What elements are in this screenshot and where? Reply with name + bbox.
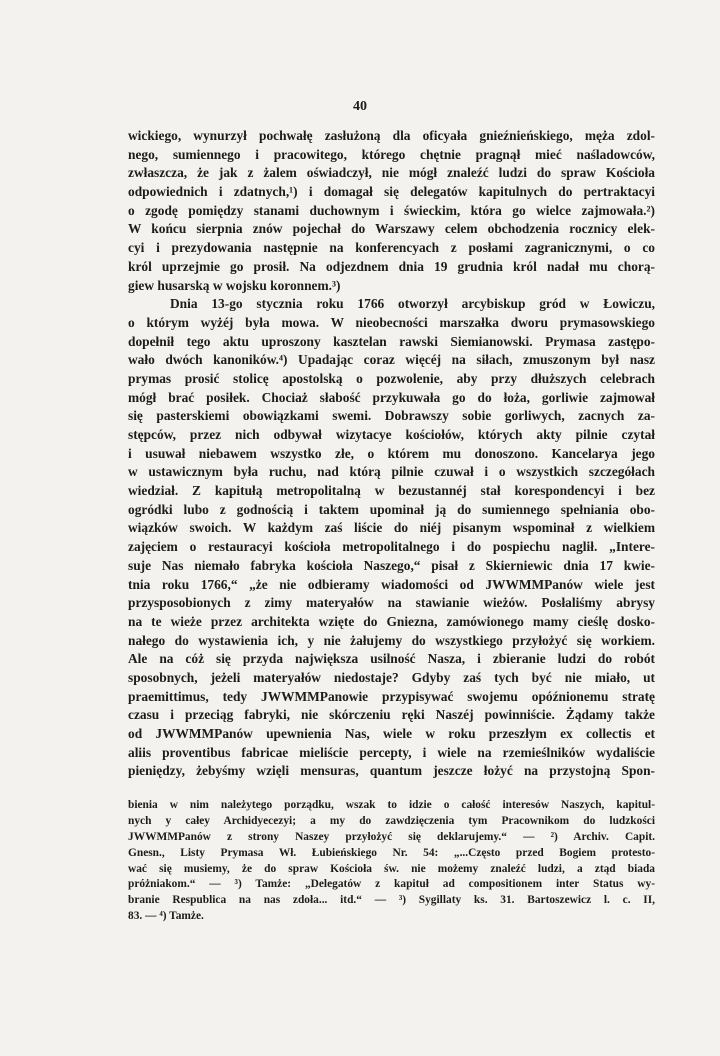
text-line: wickiego, wynurzył pochwałę zasłużoną dla oficyała gnieźnieńskiego, męża zdol-	[128, 128, 655, 143]
text-line: ogródki lubo z godnością i taktem upominał ją do sumiennego spełniania obo-	[128, 501, 655, 517]
text-line: czasu i przeciąg fabryki, nie skórczeniu ręki Naszéj powinniście. Żądamy także	[128, 707, 655, 723]
footnote-line: Gnesn., Listy Prymasa Wł. Łubieńskiego Nr. 54: „...Często przed Bogiem protesto-	[128, 846, 655, 859]
footnote-line: 83. — ⁴) Tamże.	[128, 910, 204, 923]
text-line: nego, sumiennego i pracowitego, którego chętnie pragnął mieć naśladowców,	[128, 146, 655, 162]
footnote-line: wać się musiemy, że do spraw Kościoła św. nie możemy znaleźć ludzi, a ztąd biada	[128, 862, 655, 875]
text-line: król uprzejmie go prosił. Na odjezdnem dnia 19 grudnia król nadał mu chorą-	[128, 258, 655, 274]
text-line: o zgodę pomiędzy stanami duchownym i świeckim, która go wielce zajmowała.²)	[128, 202, 655, 218]
text-line: dopełnił tego aktu uproszony kasztelan rawski Siemianowski. Prymasa zastępo-	[128, 333, 655, 349]
text-line: wało dwóch kanoników.⁴) Upadając coraz więcéj na siłach, zmuszonym był nasz	[128, 352, 655, 368]
text-line: W końcu sierpnia znów pojechał do Warszawy celem obchodzenia rocznicy elek-	[128, 221, 655, 237]
footnotes	[128, 798, 655, 925]
text-line: zwłaszcza, że jak z żalem oświadczył, nie mógł znaleźć ludzi do spraw Kościoła	[128, 165, 655, 181]
text-line: pieniędzy, żebyśmy wzięli mensuras, quantum jeszcze łożyć na przystojną Spon-	[128, 763, 655, 779]
text-line: wiedział. Z kapitułą metropolitalną w bezustannéj stał korespondencyi i bez	[128, 483, 655, 499]
text-line: odpowiednich i zdatnych,¹) i domagał się delegatów kapitulnych do pertraktacyi	[128, 184, 655, 200]
text-line: w ustawicznym była ruchu, nad którą pilnie czuwał i o wszystkich szczegółach	[128, 464, 655, 480]
text-line: się pasterskiemi obowiązkami swemi. Dobrawszy sobie gorliwych, zacnych za-	[128, 408, 655, 424]
footnote-line: próżniakom.“ — ³) Tamże: „Delegatów z kapituł ad compositionem inter Status wy-	[128, 878, 655, 891]
text-line: suje Nas niemało fabryka kościoła Naszego,“ pisał z Skierniewic dnia 17 kwie-	[128, 557, 655, 573]
footnote-line: branie Respublica na nas zdoła... itd.“ — ³) Sygillaty ks. 31. Bartoszewicz l. c. II,	[128, 894, 655, 907]
text-line: o którym wyżéj była mowa. W nieobecności marszałka dworu prymasowskiego	[128, 314, 655, 330]
text-line: cyi i prezydowania następnie na konferencyach z posłami zagranicznymi, o co	[128, 240, 655, 256]
text-line: Ale na cóż się przyda największa usilność Nasza, i zbieranie ludzi do robót	[128, 651, 655, 667]
page-number: 40	[353, 99, 367, 114]
paragraph-start-line: Dnia 13-go stycznia roku 1766 otworzył arcybiskup gród w Łowiczu,	[170, 296, 655, 312]
text-line: od JWWMMPanów upewnienia Nas, wiele w roku przeszłym ex collectis et	[128, 726, 655, 741]
text-line: aliis proventibus fabricae mieliście percepty, i wiele na rzemieślników wydaliście	[128, 744, 655, 760]
main-text	[128, 127, 655, 781]
text-line: na te wieże przez architekta wzięte do Gniezna, zamówionego mamy cieślę dosko-	[128, 613, 655, 629]
text-line: i usuwał niebawem wszystko złe, o którem mu donoszono. Kancelarya jego	[128, 445, 655, 461]
text-line: wiązków swoich. W każdym zaś liście do niéj pisanym wspominał z wielkiem	[128, 520, 655, 536]
text-line: prymas prosić stolicę apostolską o pozwolenie, aby przy dłuższych celebrach	[128, 370, 655, 386]
text-line: giew husarską w wojsku koronnem.³)	[128, 277, 341, 293]
text-line: stępców, przez nich odbywał wizytacye kościołów, których akty pilnie czytał	[128, 427, 655, 442]
text-line: nałego do wystawienia ich, y nie żałujemy do wszystkiego przyłożyć się workiem.	[128, 632, 655, 648]
text-line: sposobnych, jeżeli materyałów niedostaje? Gdyby zaś tych być nie miało, ut	[128, 669, 655, 685]
footnote-line: JWWMMPanów z strony Naszey przyłożyć się deklarujemy.“ — ²) Archiv. Capit.	[128, 830, 655, 843]
footnote-line: bienia w nim należytego porządku, wszak to idzie o całość interesów Naszych, kapitul-	[128, 799, 655, 811]
text-line: tnia roku 1766,“ „że nie odbieramy wiadomości od JWWMMPanów wiele jest	[128, 576, 655, 592]
text-line: przysposobionych z zimy materyałów na stawianie wieżów. Posłaliśmy abrysy	[128, 595, 655, 611]
footnote-line: nych y całey Archidyecezyi; a my do zawdzięczenia tym Pracownikom do ludzkości	[128, 814, 655, 827]
text-line: mógł brać posiłek. Chociaż słabość przykuwała go do łoża, gorliwie zajmował	[128, 389, 655, 405]
text-line: praemittimus, tedy JWWMMPanowie przypisywać swojemu opóźnionemu stratę	[128, 688, 655, 704]
text-line: zajęciem o restauracyi kościoła metropolitalnego i do pospiechu naglił. „Intere-	[128, 539, 655, 555]
